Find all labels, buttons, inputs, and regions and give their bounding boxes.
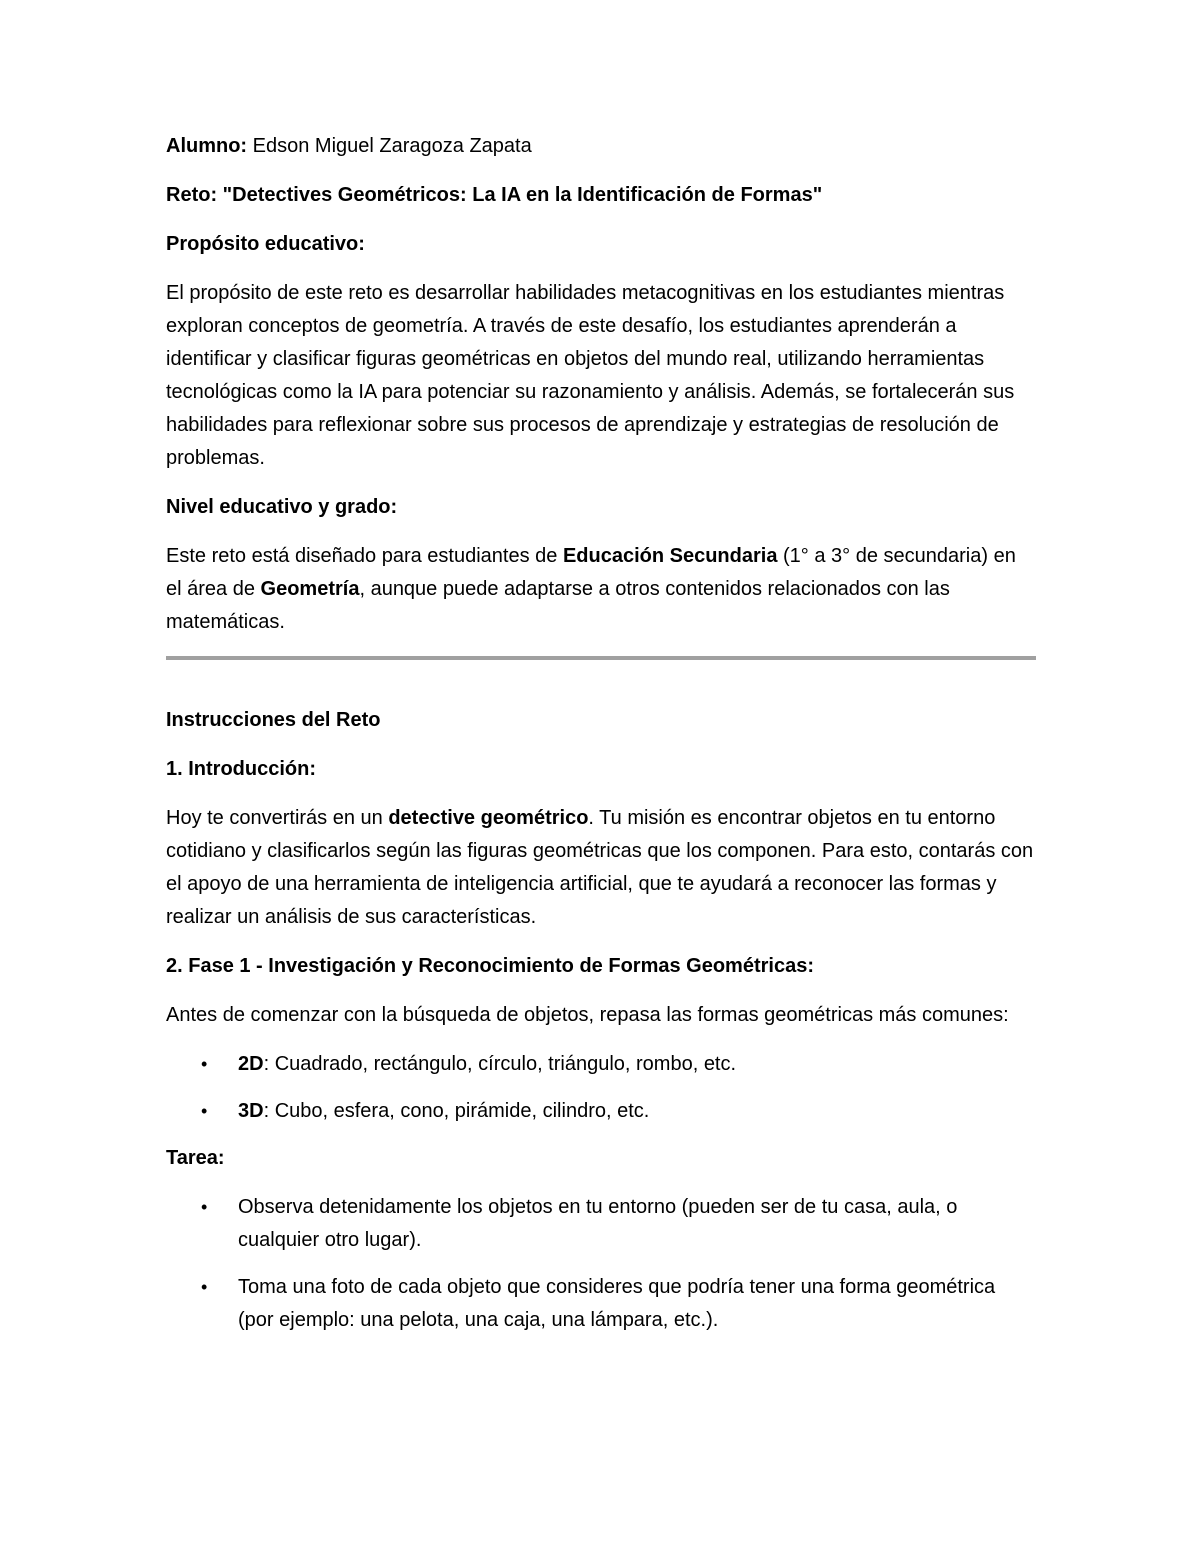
- purpose-heading: Propósito educativo:: [166, 233, 365, 255]
- shapes-list: [166, 1048, 1036, 1128]
- student-name: Edson Miguel Zaragoza Zapata: [247, 135, 532, 157]
- bullet-icon: •: [201, 1054, 208, 1074]
- task-text: Toma una foto de cada objeto que consideres que podría tener una forma geométrica (por ejemplo: una pelota, una caja, una lámpara, etc.).: [238, 1276, 996, 1331]
- intro-text: [166, 802, 1036, 934]
- intro-text-part-2: . Tu misión es encontrar objetos en tu entorno cotidiano y clasificarlos según las figuras geométricas que los componen. Para esto, contarás con el apoyo de una herramienta de inteligencia artificial, que te ayudará a reconocer las formas y realizar un análisis de sus características.: [166, 807, 1034, 928]
- list-item: [166, 1191, 1036, 1257]
- level-text: [166, 540, 1036, 639]
- instructions-heading: Instrucciones del Reto: [166, 709, 381, 731]
- document-page: [166, 130, 1036, 1351]
- phase1-heading: 2. Fase 1 - Investigación y Reconocimiento de Formas Geométricas:: [166, 955, 814, 977]
- shape-text-2d: : Cuadrado, rectángulo, círculo, triángulo, rombo, etc.: [263, 1053, 737, 1075]
- list-item: [166, 1095, 1036, 1128]
- task-text: Observa detenidamente los objetos en tu entorno (pueden ser de tu casa, aula, o cualquier otro lugar).: [238, 1196, 958, 1251]
- level-bold-geometry: Geometría: [260, 578, 360, 600]
- level-text-part-2: (1° a 3° de secundaria) en el área de: [166, 545, 1016, 600]
- intro-heading: 1. Introducción:: [166, 758, 316, 780]
- bullet-icon: •: [201, 1277, 208, 1297]
- shape-text-3d: : Cubo, esfera, cono, pirámide, cilindro, etc.: [263, 1100, 650, 1122]
- level-bold-secondary: Educación Secundaria: [562, 545, 778, 567]
- horizontal-divider: [166, 656, 1036, 660]
- shape-label-2d: 2D: [238, 1053, 264, 1075]
- level-text-part-1: Este reto está diseñado para estudiantes de: [166, 545, 563, 567]
- purpose-text: El propósito de este reto es desarrollar habilidades metacognitivas en los estudiantes mientras exploran conceptos de geometría. A través de este desafío, los estudiantes aprenderán a identificar y clasificar figuras geométricas en objetos del mundo real, utilizando herramientas tecnológicas como la IA para potenciar su razonamiento y análisis. Además, se fortalecerán sus habilidades para reflexionar sobre sus procesos de aprendizaje y estrategias de resolución de problemas.: [166, 282, 1015, 469]
- task-heading: Tarea:: [166, 1147, 225, 1169]
- list-item: [166, 1271, 1036, 1337]
- level-text-part-3: , aunque puede adaptarse a otros contenidos relacionados con las matemáticas.: [166, 578, 950, 633]
- challenge-title: Reto: "Detectives Geométricos: La IA en la Identificación de Formas": [166, 184, 823, 206]
- student-label: Alumno:: [166, 135, 248, 157]
- level-heading: Nivel educativo y grado:: [166, 496, 398, 518]
- bullet-icon: •: [201, 1101, 208, 1121]
- intro-text-part-1: Hoy te convertirás en un: [166, 807, 389, 829]
- shape-label-3d: 3D: [238, 1100, 264, 1122]
- bullet-icon: •: [201, 1197, 208, 1217]
- intro-bold-detective: detective geométrico: [388, 807, 589, 829]
- task-list: [166, 1191, 1036, 1337]
- student-line: [166, 130, 1036, 163]
- list-item: [166, 1048, 1036, 1081]
- phase1-text: Antes de comenzar con la búsqueda de objetos, repasa las formas geométricas más comunes:: [166, 1004, 1009, 1026]
